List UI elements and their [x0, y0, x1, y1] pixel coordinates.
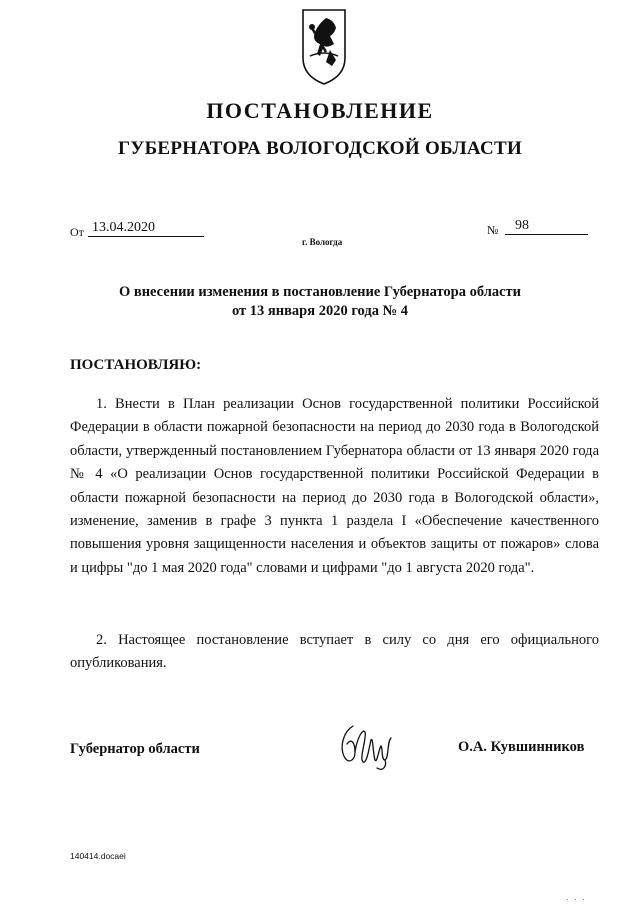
document-number: 98 — [505, 219, 588, 235]
date-label: От — [70, 225, 84, 239]
file-code: 140414.docaei — [70, 851, 126, 861]
signatory-position: Губернатор области — [70, 741, 200, 757]
subject-line-2: от 13 января 2020 года № 4 — [231, 303, 409, 319]
handwritten-signature — [333, 718, 395, 774]
paragraph-1: 1. Внести в План реализации Основ государственной политики Российской Федерации в области пожарной безопасности на период до 2030 года в Вологодской области, утвержденный постановлением Губернатора области от 13 января 2020 года № 4 «О реализации Основ государственной политики Российской Федерации в области пожарной безопасности на период до 2030 года в Вологодской области», изменение, заменив в графе 3 пункта 1 раздела I «Обеспечение качественного повышения уровня защищенности населения и объектов защиты от пожаров» слова и цифры "до 1 мая 2020 года" словами и цифрами "до 1 августа 2020 года". — [70, 396, 599, 576]
signatory-name: О.А. Кувшинников — [458, 739, 585, 755]
issuer-title: ГУБЕРНАТОРА ВОЛОГОДСКОЙ ОБЛАСТИ — [117, 138, 523, 159]
number-label: № — [487, 223, 499, 237]
decree-heading: ПОСТАНОВЛЯЮ: — [70, 357, 202, 373]
date-value: 13.04.2020 — [88, 221, 204, 237]
subject-line-1: О внесении изменения в постановление Губернатора области — [118, 284, 522, 300]
city-name: г. Вологда — [302, 237, 343, 247]
page-mark: · · · — [566, 896, 587, 904]
coat-of-arms-emblem — [300, 6, 348, 86]
paragraph-2: 2. Настоящее постановление вступает в силу со дня его официального опубликования. — [70, 632, 599, 672]
document-title: ПОСТАНОВЛЕНИЕ — [206, 98, 434, 123]
document-subject — [0, 283, 640, 321]
